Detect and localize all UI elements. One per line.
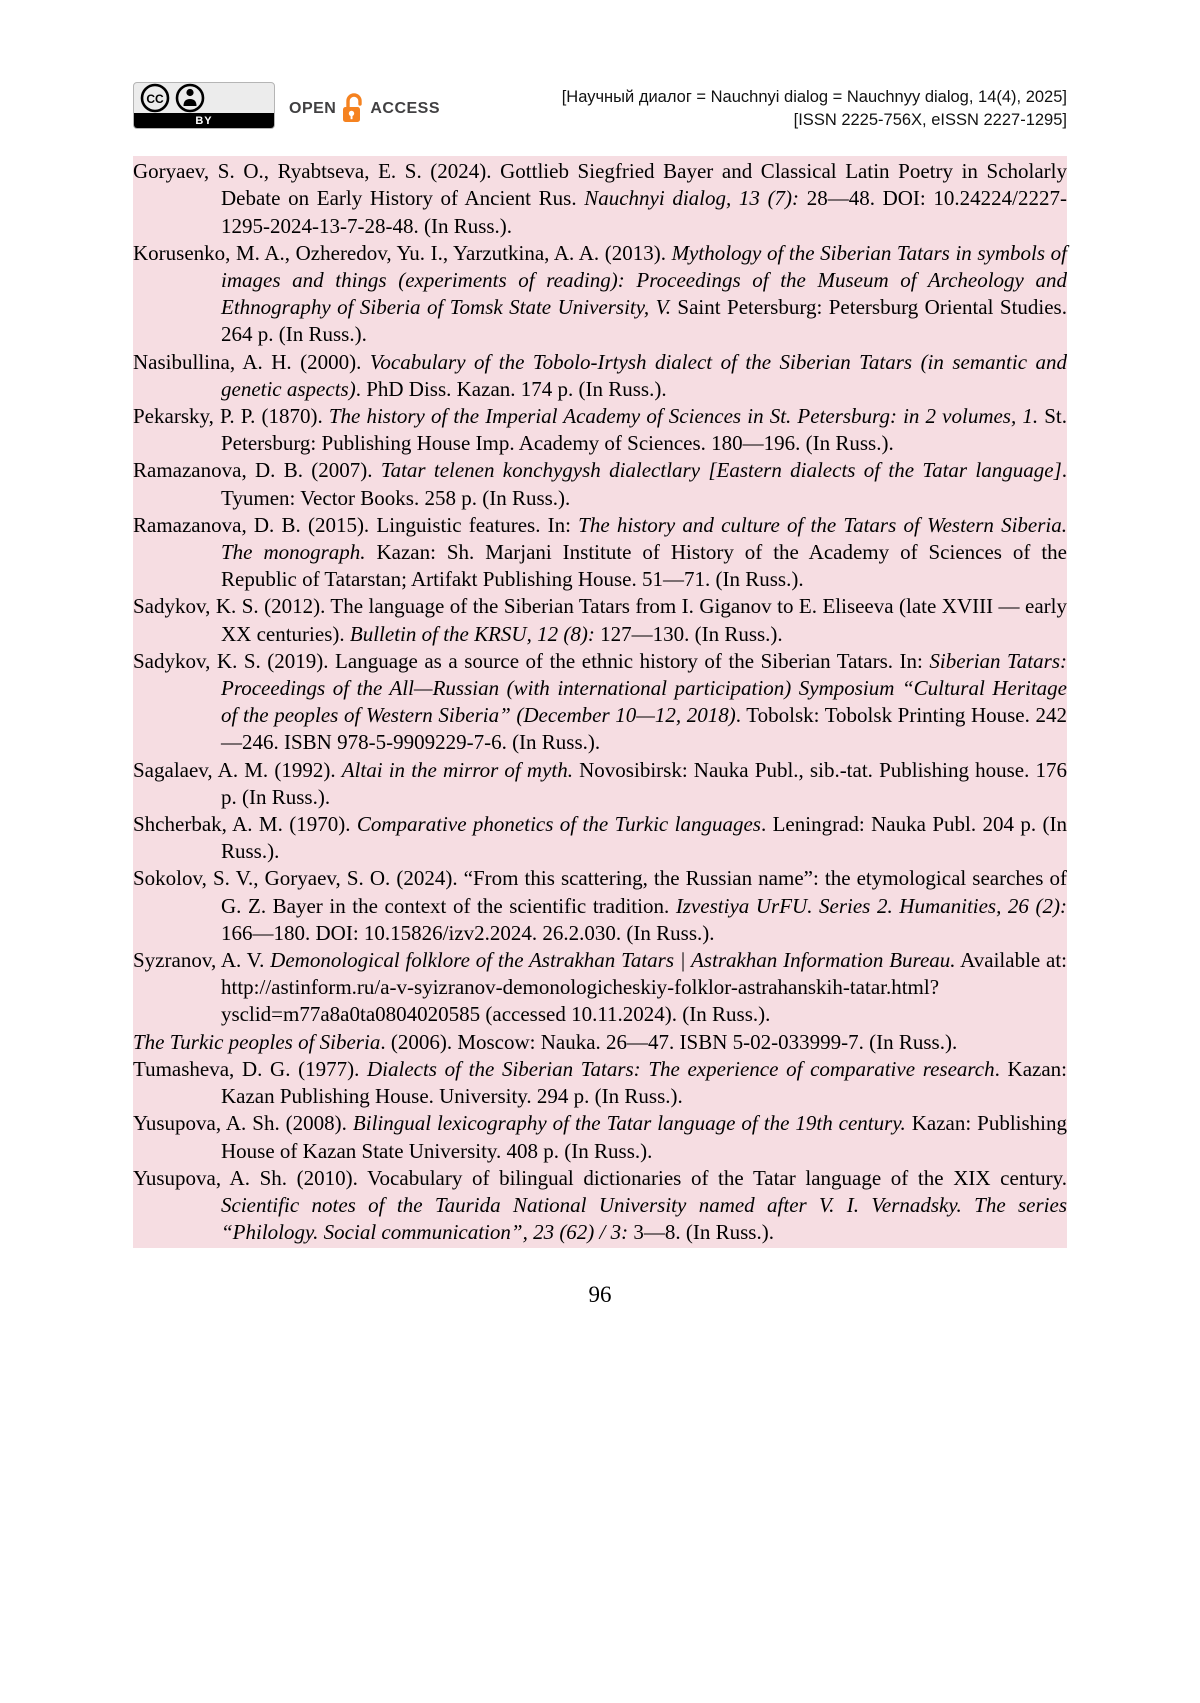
reference-entry: Ramazanova, D. B. (2007). Tatar telenen konchygysh dialectlary [Eastern dialects of the Tatar language]. Tyumen: Vector Books. 258 p. (In Russ.). xyxy=(133,458,1067,510)
reference-entry: Ramazanova, D. B. (2015). Linguistic features. In: The history and culture of the Tatars of Western Siberia. The monograph. Kazan: Sh. Marjani Institute of History of the Academy of Sciences of the Republic of Tatarstan; Artifakt Publishing House. 51—71. (In Russ.). xyxy=(133,512,1067,592)
journal-title-line: [Научный диалог = Nauchnyi dialog = Nauchnyy dialog, 14(4), 2025] xyxy=(561,88,1067,106)
cc-by-label: BY xyxy=(134,113,274,128)
cc-circle-icon xyxy=(140,83,210,113)
open-access-access-label: ACCESS xyxy=(370,99,441,117)
reference-entry: Tumasheva, D. G. (1977). Dialects of the Siberian Tatars: The experience of comparative research. Kazan: Kazan Publishing House. University. 294 p. (In Russ.). xyxy=(133,1056,1067,1109)
open-access-logo xyxy=(289,86,440,126)
reference-entry: Nasibullina, A. H. (2000). Vocabulary of the Tobolo-Irtysh dialect of the Siberian Tatars (in semantic and genetic aspects). PhD Diss. Kazan. 174 p. (In Russ.). xyxy=(133,349,1067,401)
page-number: 96 xyxy=(588,1282,612,1308)
page-header xyxy=(133,0,1067,132)
reference-entry: Shcherbak, A. M. (1970). Comparative phonetics of the Turkic languages. Leningrad: Nauka Publ. 204 p. (In Russ.). xyxy=(133,812,1067,864)
reference-entry: The Turkic peoples of Siberia. (2006). Moscow: Nauka. 26—47. ISBN 5-02-033999-7. (In Russ.). xyxy=(133,1029,958,1054)
journal-info xyxy=(562,82,1067,132)
cc-icons xyxy=(134,83,274,113)
reference-entry: Sokolov, S. V., Goryaev, S. O. (2024). “From this scattering, the Russian name”: the etymological searches of G. Z. Bayer in the context of the scientific tradition. Izvestiya UrFU. Series 2. Humanities, 26 (2): 166—180. DOI: 10.15826/izv2.2024. 26.2.030. (In Russ.). xyxy=(133,866,1068,945)
references-list xyxy=(133,156,1067,1248)
reference-entry: Syzranov, A. V. Demonological folklore of the Astrakhan Tatars | Astrakhan Information Bureau. Available at: http://astinform.ru/a-v-syizranov-demonologicheskiy-folklor-astrahanskih-tatar.html?ysclid=m77a8a0ta0804020585 (accessed 10.11.2024). (In Russ.). xyxy=(133,948,1067,1027)
reference-entry: Yusupova, A. Sh. (2010). Vocabulary of bilingual dictionaries of the Tatar language of the XIX century. Scientific notes of the Taurida National University named after V. I. Vernadsky. The series “Philology. Social communication”, 23 (62) / 3: 3—8. (In Russ.). xyxy=(133,1165,1067,1245)
reference-entry: Sagalaev, A. M. (1992). Altai in the mirror of myth. Novosibirsk: Nauka Publ., sib.-tat. Publishing house. 176 p. (In Russ.). xyxy=(133,757,1067,809)
person-icon xyxy=(177,85,203,111)
reference-entry: Yusupova, A. Sh. (2008). Bilingual lexicography of the Tatar language of the 19th century. Kazan: Publishing House of Kazan State University. 408 p. (In Russ.). xyxy=(133,1111,1067,1163)
reference-entry: Goryaev, S. O., Ryabtseva, E. S. (2024). Gottlieb Siegfried Bayer and Classical Latin Poetry in Scholarly Debate on Early History of Ancient Rus. Nauchnyi dialog, 13 (7): 28—48. DOI: 10.24224/2227-1295-2024-13-7-28-48. (In Russ.). xyxy=(133,159,1067,238)
svg-text:CC: CC xyxy=(146,92,164,106)
license-badges xyxy=(133,82,440,129)
open-access-open-label: OPEN xyxy=(289,99,337,117)
reference-entry: Sadykov, K. S. (2019). Language as a source of the ethnic history of the Siberian Tatars. In: Siberian Tatars: Proceedings of the All—Russian (with international participation) Symposium “Cultural Heritage of the peoples of Western Siberia” (December 10—12, 2018). Tobolsk: Tobolsk Printing House. 242—246. ISBN 978-5-9909229-7-6. (In Russ.). xyxy=(133,648,1067,755)
issn-line: [ISSN 2225-756X, eISSN 2227-1295] xyxy=(793,111,1067,130)
reference-entry: Korusenko, M. A., Ozheredov, Yu. I., Yarzutkina, A. A. (2013). Mythology of the Siberian Tatars in symbols of images and things (experiments of reading): Proceedings of the Museum of Archeology and Ethnography of Siberia of Tomsk State University, V. Saint Petersburg: Petersburg Oriental Studies. 264 p. (In Russ.). xyxy=(133,240,1067,347)
open-lock-icon xyxy=(341,92,365,126)
cc-by-badge xyxy=(133,82,275,129)
reference-entry: Pekarsky, P. P. (1870). The history of the Imperial Academy of Sciences in St. Petersburg: in 2 volumes, 1. St. Petersburg: Publishing House Imp. Academy of Sciences. 180—196. (In Russ.). xyxy=(133,404,1068,456)
page-footer xyxy=(133,1282,1067,1308)
reference-entry: Sadykov, K. S. (2012). The language of the Siberian Tatars from I. Giganov to E. Eliseeva (late XVIII — early XX centuries). Bulletin of the KRSU, 12 (8): 127—130. (In Russ.). xyxy=(133,594,1067,646)
